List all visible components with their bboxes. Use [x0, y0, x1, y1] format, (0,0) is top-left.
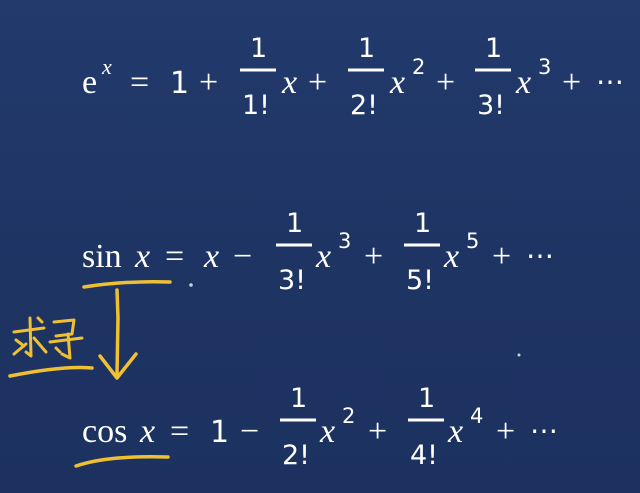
sin-equals: = — [165, 238, 185, 275]
cos-ellipsis: ⋯ — [530, 416, 558, 447]
cos-lhs-func: cos — [82, 413, 128, 450]
exp-frac1-numerator: 1 — [250, 33, 268, 64]
sin-underline — [84, 282, 170, 287]
sin-ellipsis: ⋯ — [526, 241, 554, 272]
label-underline — [10, 367, 92, 376]
derivative-label — [0, 0, 92, 376]
sin-frac1-numerator: 1 — [286, 208, 304, 239]
exp-term3-var: x — [516, 64, 532, 101]
cos-plus-1: + — [368, 413, 388, 450]
exp-term1-var: x — [282, 64, 298, 101]
sin-plus-2: + — [492, 238, 512, 275]
sin-plus-1: + — [364, 238, 384, 275]
sin-term2-var: x — [444, 238, 460, 275]
exp-term0: 1 — [170, 66, 190, 101]
exp-term2-var: x — [390, 64, 406, 101]
exp-series-row — [82, 33, 624, 121]
sin-minus: − — [233, 238, 253, 275]
cos-term1-var: x — [320, 413, 336, 450]
exp-frac2-denominator: 2! — [350, 90, 379, 121]
cos-frac2-denominator: 4! — [410, 440, 439, 471]
sin-term1-var: x — [316, 238, 332, 275]
exp-lhs-exponent: x — [102, 54, 112, 79]
cos-term0: 1 — [210, 415, 230, 450]
sin-lhs-func: sin — [82, 238, 122, 275]
arrow-shaft — [117, 290, 118, 374]
sin-frac2-numerator: 1 — [414, 208, 432, 239]
stray-dot — [518, 354, 521, 357]
sin-lhs-var: x — [135, 238, 151, 275]
cos-lhs-var: x — [140, 413, 156, 450]
cos-plus-2: + — [496, 413, 516, 450]
cos-term2-var: x — [448, 413, 464, 450]
exp-ellipsis: ⋯ — [596, 67, 624, 98]
exp-plus-1: + — [199, 64, 219, 101]
cos-term1-power: 2 — [342, 404, 356, 428]
sin-frac2-denominator: 5! — [406, 265, 435, 296]
exp-plus-2: + — [308, 64, 328, 101]
exp-term2-power: 2 — [412, 55, 426, 79]
cos-equals: = — [170, 413, 190, 450]
exp-lhs-base: e — [82, 64, 98, 101]
sin-term0: x — [204, 238, 220, 275]
sin-frac1-denominator: 3! — [278, 265, 307, 296]
exp-frac3-numerator: 1 — [485, 33, 503, 64]
cos-frac1-denominator: 2! — [282, 440, 311, 471]
sin-term2-power: 5 — [466, 229, 480, 253]
exp-frac1-denominator: 1! — [242, 90, 271, 121]
cos-minus: − — [240, 413, 260, 450]
stray-dot — [189, 283, 193, 287]
cos-frac2-numerator: 1 — [418, 383, 436, 414]
exp-frac3-denominator: 3! — [477, 90, 506, 121]
down-arrow-icon — [100, 290, 136, 378]
cos-term2-power: 4 — [470, 404, 484, 428]
exp-term3-power: 3 — [538, 55, 552, 79]
exp-equals: = — [130, 64, 150, 101]
exp-plus-3: + — [436, 64, 456, 101]
sin-term1-power: 3 — [338, 229, 352, 253]
cos-frac1-numerator: 1 — [290, 383, 308, 414]
exp-frac2-numerator: 1 — [358, 33, 376, 64]
cos-underline — [76, 457, 168, 466]
exp-plus-4: + — [562, 64, 582, 101]
